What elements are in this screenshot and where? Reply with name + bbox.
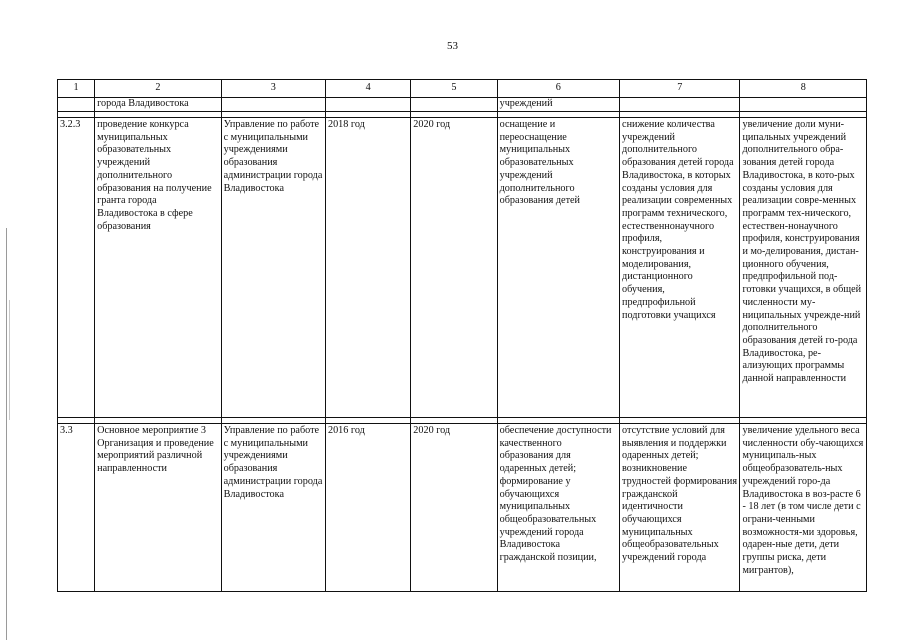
scan-edge-line-faint xyxy=(9,300,10,420)
event-cell: проведение конкурса муниципальных образовательных учреждений дополнительного образования на получение гранта города Владивостока в сфере образования xyxy=(95,118,221,418)
page-number: 53 xyxy=(447,40,458,52)
column-number: 4 xyxy=(325,80,410,98)
program-activities-table xyxy=(57,79,867,592)
table-cell xyxy=(740,98,867,112)
continuation-row xyxy=(58,98,867,112)
expected-result-cell: оснащение и переоснащение муниципальных образовательных учреждений дополнительного образования детей xyxy=(497,118,619,418)
column-number: 6 xyxy=(497,80,619,98)
start-year-cell: 2018 год xyxy=(325,118,410,418)
table-cell xyxy=(620,98,740,112)
table-cell xyxy=(58,98,95,112)
end-year-cell: 2020 год xyxy=(411,118,497,418)
indicator-cell: увеличение удельного веса численности обу-чающихся муниципаль-ных общеобразователь-ных учреждений горо-да Владивостока в воз-расте 6 - 18 лет (в том числе дети с ограни-ченными возможностя-ми здоровья, одарен-ные дети, дети группы риска, дети мигрантов), xyxy=(740,424,867,592)
table-cell: города Владивостока xyxy=(95,98,221,112)
column-number: 1 xyxy=(58,80,95,98)
row-number: 3.2.3 xyxy=(58,118,95,418)
table-row xyxy=(58,118,867,418)
scan-edge-line xyxy=(6,228,7,640)
indicator-cell: увеличение доли муни-ципальных учреждений дополнительного обра-зования детей города Владивостока, в кото-рых созданы условия для реализации совре-менных программ тех-нического, естествен-нонаучного профиля, конструирования и мо-делирования, дистан-ционного обучения, предпрофильной под-готовки учащихся, в общей численности му-ниципальных учрежде-ний дополнительного образования детей го-рода Владивостока, ре-ализующих программы данной направленности xyxy=(740,118,867,418)
table-cell xyxy=(325,98,410,112)
column-number: 7 xyxy=(620,80,740,98)
consequences-cell: снижение количества учреждений дополнительного образования детей города Владивостока, в которых созданы условия для реализации современных программ технического, естественнонаучного профиля, конструирования и моделирования, дистанционного обучения, предпрофильной подготовки учащихся xyxy=(620,118,740,418)
column-numbers-row xyxy=(58,80,867,98)
consequences-cell: отсутствие условий для выявления и поддержки одаренных детей; возникновение трудностей формирования гражданской идентичности обучающихся муниципальных общеобразовательных учреждений города xyxy=(620,424,740,592)
start-year-cell: 2016 год xyxy=(325,424,410,592)
table-cell: учреждений xyxy=(497,98,619,112)
table-row xyxy=(58,424,867,592)
executor-cell: Управление по работе с муниципальными учреждениями образования администрации города Владивостока xyxy=(221,118,325,418)
row-number: 3.3 xyxy=(58,424,95,592)
table-cell xyxy=(221,98,325,112)
table-cell xyxy=(411,98,497,112)
expected-result-cell: обеспечение доступности качественного образования для одаренных детей; формирование у обучающихся муниципальных общеобразовательных учреждений города Владивостока гражданской позиции, xyxy=(497,424,619,592)
end-year-cell: 2020 год xyxy=(411,424,497,592)
executor-cell: Управление по работе с муниципальными учреждениями образования администрации города Владивостока xyxy=(221,424,325,592)
column-number: 2 xyxy=(95,80,221,98)
column-number: 8 xyxy=(740,80,867,98)
event-cell: Основное мероприятие 3 Организация и проведение мероприятий различной направленности xyxy=(95,424,221,592)
column-number: 5 xyxy=(411,80,497,98)
column-number: 3 xyxy=(221,80,325,98)
